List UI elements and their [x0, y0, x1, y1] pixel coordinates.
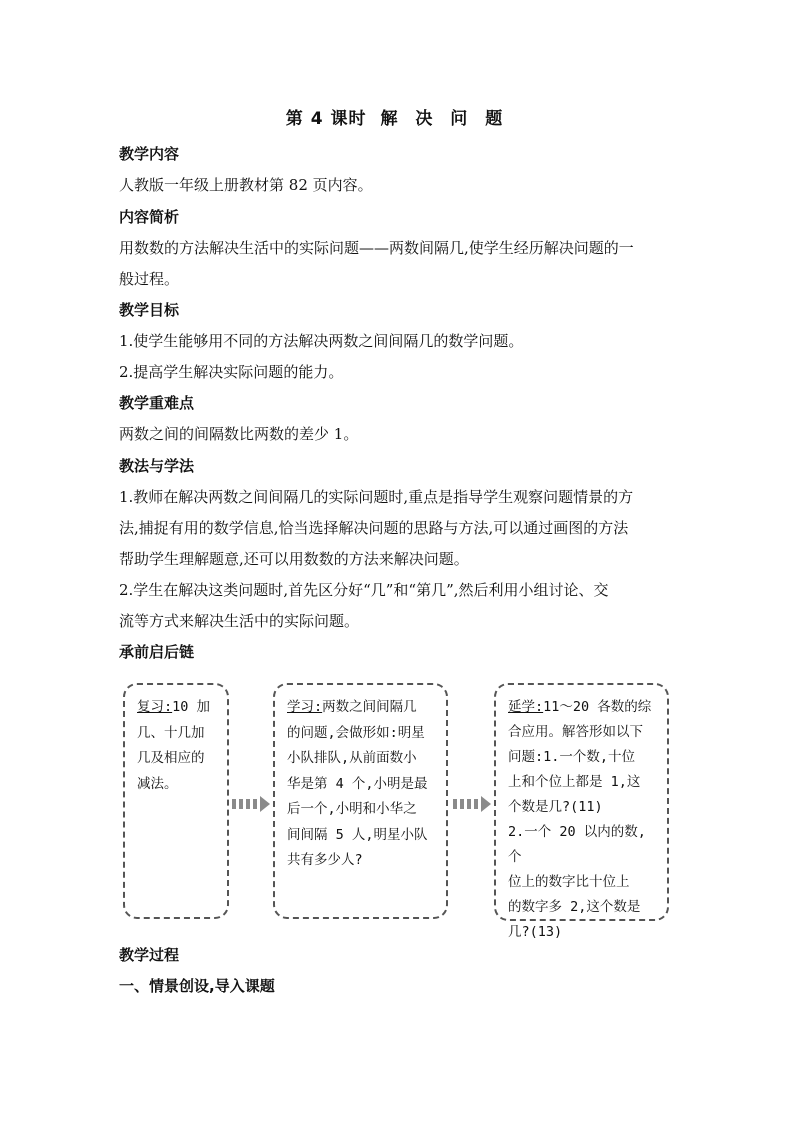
method-2-line-2: 流等方式来解决生活中的实际问题。: [119, 612, 360, 630]
extend-line-4: 上和个位上都是 1,这: [508, 774, 641, 790]
content-text: 人教版一年级上册教材第 82 页内容。: [119, 176, 373, 194]
analysis-heading: 内容简析: [119, 208, 180, 226]
extend-line-1: 11～20 各数的综: [543, 699, 652, 715]
goals-heading: 教学目标: [119, 301, 180, 319]
extend-line-3: 问题:1.一个数,十位: [508, 749, 636, 765]
study-line-1: 两数之间间隔几: [322, 699, 417, 715]
study-box: [273, 683, 448, 919]
lesson-topic: 解 决 问 题: [380, 109, 509, 129]
method-2-line-1: 2.学生在解决这类问题时,首先区分好“几”和“第几”,然后利用小组讨论、交: [119, 581, 609, 599]
study-line-5: 后一个,小明和小华之: [287, 801, 417, 817]
review-line-1: 10 加: [172, 699, 211, 715]
analysis-text-1: 用数数的方法解决生活中的实际问题——两数间隔几,使学生经历解决问题的一: [119, 239, 634, 257]
arrow-right-icon: [231, 796, 271, 812]
method-1-line-2: 法,捕捉有用的数学信息,恰当选择解决问题的思路与方法,可以通过画图的方法: [119, 519, 629, 537]
study-line-6: 间间隔 5 人,明星小队: [287, 826, 428, 843]
arrow-right-icon: [452, 796, 492, 812]
extend-line-2: 合应用。解答形如以下: [508, 724, 643, 740]
process-heading: 教学过程: [119, 946, 180, 964]
extend-line-8: 的数字多 2,这个数是: [508, 899, 641, 915]
study-line-2: 的问题,会做形如:明星: [287, 724, 425, 741]
keypoint-text: 两数之间的间隔数比两数的差少 1。: [119, 425, 359, 443]
extend-line-6: 2.一个 20 以内的数,个: [508, 824, 646, 865]
goal-1: 1.使学生能够用不同的方法解决两数之间间隔几的数学问题。: [119, 332, 524, 350]
review-box: [123, 683, 229, 919]
study-line-4: 华是第 4 个,小明是最: [287, 775, 428, 792]
review-line-3: 几及相应的: [137, 750, 205, 766]
method-1-line-3: 帮助学生理解题意,还可以用数数的方法来解决问题。: [119, 550, 469, 568]
review-line-2: 几、十几加: [137, 724, 205, 741]
review-label: 复习:: [137, 699, 173, 715]
extend-line-9: 几?(13): [508, 924, 563, 940]
analysis-text-2: 般过程。: [119, 270, 180, 288]
extend-box: [494, 683, 669, 940]
extend-line-7: 位上的数字比十位上: [508, 874, 630, 890]
study-line-3: 小队排队,从前面数小: [287, 750, 417, 766]
goal-2: 2.提高学生解决实际问题的能力。: [119, 363, 344, 381]
lesson-title: [0, 104, 794, 129]
study-label: 学习:: [287, 699, 323, 715]
method-1-line-1: 1.教师在解决两数之间间隔几的实际问题时,重点是指导学生观察问题情景的方: [119, 488, 634, 506]
lesson-number: 第 4 课时: [285, 109, 367, 129]
step-1-heading: 一、情景创设,导入课题: [119, 977, 275, 995]
chain-heading: 承前启后链: [119, 643, 195, 661]
review-line-4: 减法。: [137, 775, 178, 792]
keypoint-heading: 教学重难点: [119, 394, 195, 412]
content-heading: 教学内容: [119, 145, 180, 163]
methods-heading: 教法与学法: [119, 457, 195, 475]
extend-line-5: 个数是几?(11): [508, 799, 603, 815]
extend-label: 延学:: [508, 699, 544, 715]
study-line-7: 共有多少人?: [287, 852, 363, 868]
